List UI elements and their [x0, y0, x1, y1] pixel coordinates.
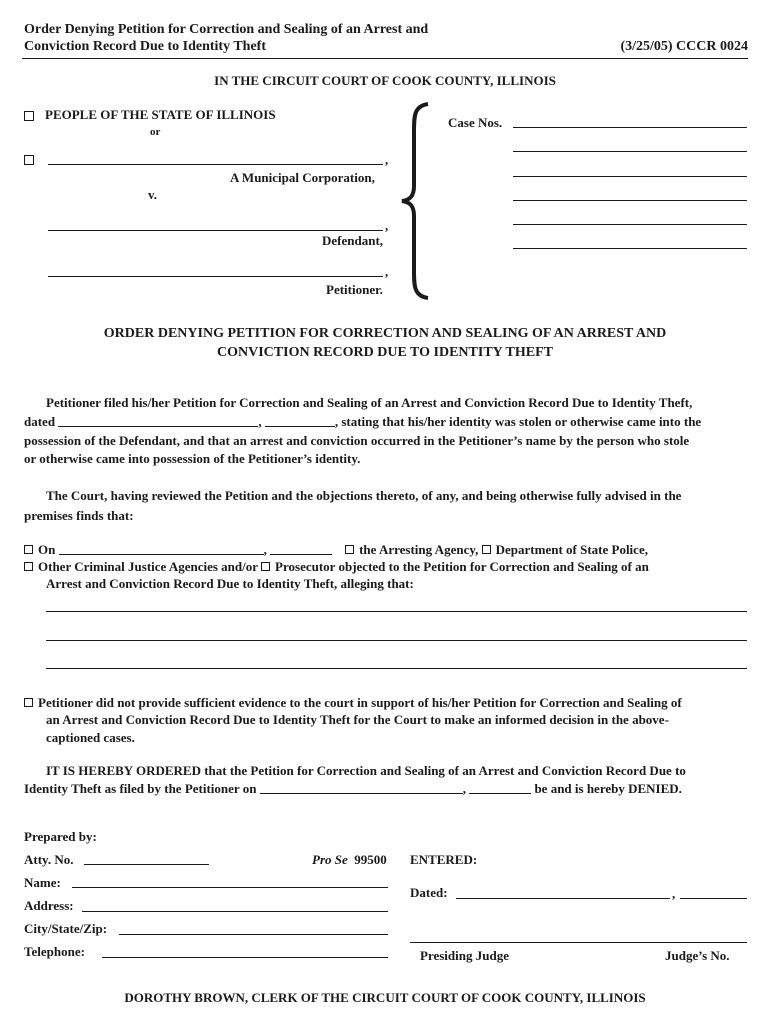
people-label: PEOPLE OF THE STATE OF ILLINOIS — [45, 107, 276, 122]
prosecutor-label: Prosecutor objected to the Petition for Correction and Sealing of an — [275, 559, 649, 574]
ordered-line2-a: Identity Theft as filed by the Petitioner on — [24, 781, 257, 796]
case-no-field-6[interactable] — [513, 248, 747, 249]
judge-no-label: Judge’s No. — [665, 948, 730, 963]
on-label: On — [38, 542, 56, 557]
municipal-label: A Municipal Corporation, — [230, 170, 375, 185]
case-no-field-4[interactable] — [513, 200, 747, 201]
form-code: (3/25/05) CCCR 0024 — [620, 39, 748, 54]
judge-signature-field[interactable] — [410, 942, 747, 943]
ordered-line1: IT IS HEREBY ORDERED that the Petition for Correction and Sealing of an Arrest and Conviction Record Due to — [46, 763, 686, 778]
telephone-field[interactable] — [102, 957, 388, 958]
state-police-label: Department of State Police, — [495, 542, 648, 557]
case-no-field-2[interactable] — [513, 151, 747, 152]
entered-year-field[interactable] — [680, 898, 747, 899]
ordered-line2 — [24, 779, 682, 798]
form-title-line1: Order Denying Petition for Correction and Sealing of an Arrest and — [24, 22, 429, 37]
para2-line2: premises finds that: — [24, 508, 134, 523]
case-nos-label: Case Nos. — [448, 115, 503, 130]
prosecutor-checkbox[interactable] — [261, 562, 270, 571]
objection-checkbox[interactable] — [24, 545, 33, 554]
dated-comma: , — [258, 414, 262, 429]
defendant-comma: , — [385, 218, 389, 233]
presiding-judge-label: Presiding Judge — [420, 948, 509, 963]
order-title-line1: ORDER DENYING PETITION FOR CORRECTION AND SEALING OF AN ARREST AND — [103, 326, 667, 341]
pro-se — [312, 852, 387, 868]
objection-year-field[interactable] — [270, 543, 332, 555]
insufficient-line3: captioned cases. — [46, 730, 135, 745]
petition-year-field[interactable] — [265, 415, 335, 427]
defendant-label: Defendant, — [322, 233, 384, 248]
filed-year-field[interactable] — [469, 782, 531, 794]
court-heading: IN THE CIRCUIT COURT OF COOK COUNTY, ILLINOIS — [214, 73, 556, 88]
municipal-checkbox[interactable] — [24, 155, 34, 165]
municipal-comma: , — [385, 152, 389, 167]
para1-line3: possession of the Defendant, and that an arrest and conviction occurred in the Petitioner’s name by the person who stole — [24, 433, 690, 448]
order-title-line2: CONVICTION RECORD DUE TO IDENTITY THEFT — [217, 345, 553, 360]
atty-no-field[interactable] — [84, 864, 209, 865]
entered-dated-label: Dated: — [410, 885, 448, 900]
other-agencies-checkbox[interactable] — [24, 562, 33, 571]
filed-date-field[interactable] — [260, 782, 463, 794]
or-label: or — [150, 126, 161, 138]
municipal-name-field[interactable] — [48, 164, 383, 165]
header-rule — [22, 58, 748, 59]
city-state-zip-field[interactable] — [119, 934, 388, 935]
pro-se-number: 99500 — [354, 852, 387, 867]
petitioner-name-field[interactable] — [48, 276, 383, 277]
form-title-line2: Conviction Record Due to Identity Theft — [24, 39, 267, 54]
versus-label: v. — [148, 187, 158, 202]
petitioner-comma: , — [385, 264, 389, 279]
atty-no-label: Atty. No. — [24, 852, 74, 867]
para1-line4: or otherwise came into possession of the Petitioner’s identity. — [24, 451, 361, 466]
defendant-name-field[interactable] — [48, 230, 383, 231]
insufficient-line2: an Arrest and Conviction Record Due to Identity Theft for the Court to make an informed decision in the above- — [46, 712, 669, 727]
para2-line1: The Court, having reviewed the Petition and the objections thereto, of any, and being otherwise fully advised in the — [46, 488, 682, 503]
entered-date-field[interactable] — [456, 898, 670, 899]
city-state-zip-label: City/State/Zip: — [24, 921, 108, 936]
petitioner-label: Petitioner. — [326, 282, 383, 297]
objection-date-field[interactable] — [59, 543, 264, 555]
telephone-label: Telephone: — [24, 944, 85, 959]
para1-line1: Petitioner filed his/her Petition for Correction and Sealing of an Arrest and Conviction Record Due to Identity Theft, — [46, 395, 693, 410]
allegation-field-1[interactable] — [46, 611, 747, 612]
address-label: Address: — [24, 898, 74, 913]
case-no-field-3[interactable] — [513, 176, 747, 177]
caption-brace — [398, 102, 438, 300]
clerk-footer: DOROTHY BROWN, CLERK OF THE CIRCUIT COURT OF COOK COUNTY, ILLINOIS — [124, 990, 646, 1005]
allegation-field-3[interactable] — [46, 668, 747, 669]
allegation-field-2[interactable] — [46, 640, 747, 641]
name-label: Name: — [24, 875, 61, 890]
pro-se-label: Pro Se — [312, 852, 348, 867]
people-checkbox[interactable] — [24, 111, 34, 121]
objection-comma: , — [263, 542, 267, 557]
petition-date-field[interactable] — [58, 415, 258, 427]
entered-comma: , — [672, 886, 676, 901]
prepared-by-label: Prepared by: — [24, 829, 97, 844]
ordered-line2-b: be and is hereby DENIED. — [534, 781, 682, 796]
case-no-field-1[interactable] — [513, 127, 747, 128]
entered-label: ENTERED: — [410, 852, 478, 867]
para1-line2 — [24, 412, 701, 431]
address-field[interactable] — [82, 911, 388, 912]
insufficient-checkbox[interactable] — [24, 698, 33, 707]
arresting-agency-label: the Arresting Agency, — [359, 542, 479, 557]
arresting-agency-checkbox[interactable] — [345, 545, 354, 554]
objection-line3: Arrest and Conviction Record Due to Identity Theft, alleging that: — [46, 576, 414, 591]
ordered-comma: , — [462, 781, 466, 796]
name-field[interactable] — [72, 887, 388, 888]
state-police-checkbox[interactable] — [482, 545, 491, 554]
dated-label: dated — [24, 414, 56, 429]
case-no-field-5[interactable] — [513, 224, 747, 225]
insufficient-text-1: Petitioner did not provide sufficient evidence to the court in support of his/her Petition for Correction and Sealing of — [38, 695, 682, 710]
other-agencies-label: Other Criminal Justice Agencies and/or — [38, 559, 258, 574]
para1-line2-rest: , stating that his/her identity was stolen or otherwise came into the — [334, 414, 702, 429]
